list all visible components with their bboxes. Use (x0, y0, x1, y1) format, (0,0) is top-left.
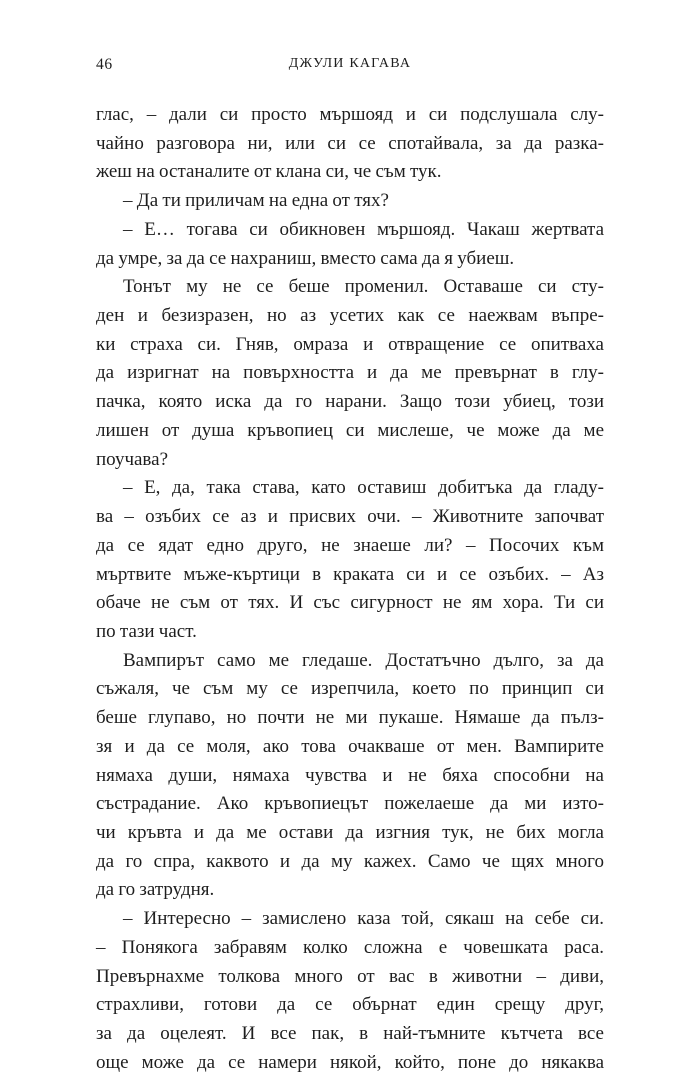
page-number: 46 (96, 56, 113, 73)
text-line: ва – озъбих се аз и присвих очи. – Животните започват (96, 506, 604, 528)
text-line: – Понякога забравям колко сложна е човешката раса. (96, 936, 604, 958)
text-line: зя и да се моля, ако това очакваше от мен. Вампирите (96, 735, 604, 757)
text-line: по тази част. (96, 620, 197, 642)
body-text (96, 101, 604, 1077)
text-line: ден и безизразен, но аз усетих как се наежвам въпре- (96, 305, 604, 327)
text-line: Тонът му не се беше променил. Оставаше си сту- (123, 276, 604, 298)
text-line: – Да ти приличам на една от тях? (123, 190, 389, 212)
text-line: лишен от душа кръвопиец си мислеше, че може да ме (96, 419, 604, 441)
text-line: да изригнат на повърхността и да ме превърнат в глу- (96, 362, 604, 384)
text-line: – Интересно – замислено каза той, сякаш на себе си. (123, 908, 604, 930)
text-line: съжаля, че съм му се изрепчила, което по принцип си (96, 678, 604, 700)
text-line: за да оцелеят. И все пак, в най-тъмните кътчета все (96, 1023, 604, 1044)
text-line: Вампирът само ме гледаше. Достатъчно дълго, за да (123, 649, 604, 671)
text-line: още може да се намери някой, който, поне до някаква (96, 1051, 604, 1073)
text-line: – Е… тогава си обикновен мършояд. Чакаш жертвата (123, 218, 604, 240)
text-line: жеш на останалите от клана си, че съм тук. (96, 161, 442, 183)
text-line: страхливи, готови да се обърнат един срещу друг, (96, 994, 604, 1016)
text-line: да го затрудня. (96, 879, 215, 901)
text-line: Превърнахме толкова много от вас в животни – диви, (96, 965, 604, 987)
text-line: глас, – дали си просто мършояд и си подслушала слу- (96, 104, 604, 125)
running-head-author: ДЖУЛИ КАГАВА (288, 56, 412, 71)
text-line: състрадание. Ако кръвопиецът пожелаеше да ми изто- (96, 793, 604, 815)
text-line: пачка, която иска да го нарани. Защо този убиец, този (96, 391, 604, 413)
text-line: поучава? (96, 448, 169, 470)
text-line: обаче не съм от тях. И със сигурност не ям хора. Ти си (96, 592, 604, 614)
text-line: нямаха души, нямаха чувства и не бяха способни на (96, 764, 604, 786)
text-line: чи кръвта и да ме остави да изгния тук, не бих могла (96, 821, 604, 843)
running-head (96, 56, 604, 80)
text-line: ки страха си. Гняв, омраза и отвращение се опитваха (96, 333, 604, 355)
text-line: да се ядат едно друго, не знаеше ли? – Посочих към (96, 534, 604, 556)
text-line: беше глупаво, но почти не ми пукаше. Нямаше да пълз- (96, 707, 604, 729)
text-line: да умре, за да се нахраниш, вместо сама да я убиеш. (96, 247, 515, 269)
text-line: да го спра, каквото и да му кажех. Само че щях много (96, 850, 604, 872)
text-line: чайно разговора ни, или си се спотайвала, за да разка- (96, 132, 604, 154)
text-line: – Е, да, така става, като оставиш добитъка да гладу- (123, 477, 604, 499)
text-line: мъртвите мъже-къртици в краката си и се озъбих. – Аз (96, 563, 604, 585)
